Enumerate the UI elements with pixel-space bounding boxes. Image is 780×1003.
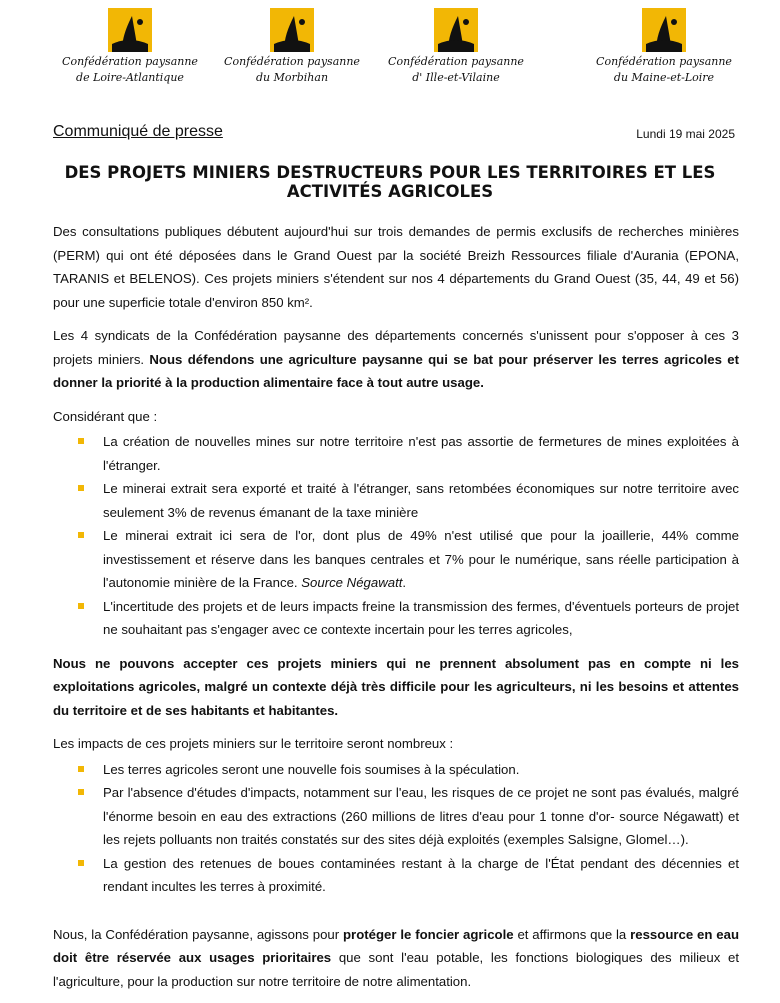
- list-item: La création de nouvelles mines sur notre territoire n'est pas assortie de fermetures de mines exploitées à l'étranger.: [103, 430, 739, 477]
- confederation-logo-icon: [642, 8, 686, 52]
- closing-paragraph: [53, 923, 739, 994]
- gold-item-text: Le minerai extrait ici sera de l'or, dont plus de 49% n'est utilisé que pour la joaillerie, 44% comme investissement et réserve dans les banques centrales et 7% pour le numérique, sans réelle participation à l'autonomie minière de la France.: [103, 528, 739, 590]
- page-title: DES PROJETS MINIERS DESTRUCTEURS POUR LES TERRITOIRES ET LES ACTIVITÉS AGRICOLES: [64, 163, 716, 201]
- logo-maine-et-loire: [584, 8, 744, 84]
- document-body: [53, 220, 739, 1003]
- bold-statement-text: Nous ne pouvons accepter ces projets miniers qui ne prennent absolument pas en compte ni les exploitations agricoles, malgré un contexte déjà très difficile pour les agriculteurs, ni les besoins et attentes du territoire et de ses habitants et habitantes.: [53, 655, 739, 718]
- logo-loire-atlantique: [50, 8, 210, 84]
- release-date: Lundi 19 mai 2025: [636, 127, 735, 141]
- logo-morbihan: [212, 8, 372, 84]
- closing-e: que sont l'eau potable, les fonctions biologiques des milieux et l'agriculture, pour la production sur notre territoire de notre alimentation.: [53, 950, 739, 989]
- logo-line2: du Morbihan: [255, 71, 329, 84]
- closing-d: ressource en eau doit être réservée aux usages prioritaires: [53, 926, 739, 965]
- considerant-label: Considérant que :: [53, 408, 158, 424]
- bold-statement: [53, 652, 739, 723]
- syndicates-bold-text: Nous défendons une agriculture paysanne qui se bat pour préserver les terres agricoles et donner la priorité à la production alimentaire face à tout autre usage.: [53, 351, 739, 390]
- logo-line1: Confédération paysanne: [596, 55, 732, 68]
- list-item: Le minerai extrait sera exporté et traité à l'étranger, sans retombées économiques sur notre territoire avec seulement 3% de revenus émanant de la taxe minière: [103, 477, 739, 524]
- closing-b: protéger le foncier agricole: [343, 926, 514, 942]
- logo-ille-et-vilaine: [376, 8, 536, 84]
- confederation-logo-icon: [108, 8, 152, 52]
- gold-item-source: Source Négawatt: [301, 575, 403, 590]
- logo-line2: du Maine-et-Loire: [613, 71, 715, 84]
- list-item: Les terres agricoles seront une nouvelle fois soumises à la spéculation.: [103, 758, 739, 782]
- impacts-list: [53, 758, 739, 899]
- logo-bar: [0, 0, 780, 110]
- syndicates-text: Les 4 syndicats de la Confédération paysanne des départements concernés s'unissent pour s'opposer à ces 3 projets miniers.: [53, 328, 739, 367]
- closing-a: Nous, la Confédération paysanne, agissons pour: [53, 926, 343, 942]
- syndicates-paragraph: [53, 324, 739, 395]
- logo-line2: d' Ille-et-Vilaine: [412, 71, 500, 84]
- list-item: Par l'absence d'études d'impacts, notamment sur l'eau, les risques de ce projet ne sont pas évalués, malgré l'énorme besoin en eau des extractions (260 millions de litres d'eau pour 1 tonne d'or- source Négawatt) et les rejets polluants non traités constatés sur des sites déjà exploités (exemples Salsigne, Glomel…).: [103, 781, 739, 852]
- considerant-list: [53, 430, 739, 642]
- closing-c: et affirmons que la: [513, 926, 631, 942]
- confederation-logo-icon: [270, 8, 314, 52]
- list-item: La gestion des retenues de boues contaminées restant à la charge de l'État pendant des décennies et rendant incultes les terres à proximité.: [103, 852, 739, 899]
- press-release-heading: Communiqué de presse: [53, 123, 223, 140]
- list-item: L'incertitude des projets et de leurs impacts freine la transmission des fermes, d'éventuels porteurs de projet ne souhaitant pas s'engager avec ce contexte incertain pour les terres agricoles,: [103, 595, 739, 642]
- logo-line1: Confédération paysanne: [62, 55, 198, 68]
- intro-paragraph: Des consultations publiques débutent aujourd'hui sur trois demandes de permis exclusifs de recherches minières (PERM) qui ont été déposées dans le Grand Ouest par la société Breizh Ressources filiale d'Aurania (EPONA, TARANIS et BELENOS). Ces projets miniers s'étendent sur nos 4 départements du Grand Ouest (35, 44, 49 et 56) pour une superficie totale d'environ 850 km².: [53, 224, 739, 310]
- impacts-label: Les impacts de ces projets miniers sur le territoire seront nombreux :: [53, 736, 454, 751]
- logo-line1: Confédération paysanne: [224, 55, 360, 68]
- logo-line1: Confédération paysanne: [388, 55, 524, 68]
- list-item: Le minerai extrait ici sera de l'or, dont plus de 49% n'est utilisé que pour la joaillerie, 44% comme investissement et réserve dans les banques centrales et 7% pour le numérique, sans réelle participation à l'autonomie minière de la France. Source Négawatt.: [103, 524, 739, 595]
- confederation-logo-icon: [434, 8, 478, 52]
- logo-line2: de Loire-Atlantique: [76, 71, 184, 84]
